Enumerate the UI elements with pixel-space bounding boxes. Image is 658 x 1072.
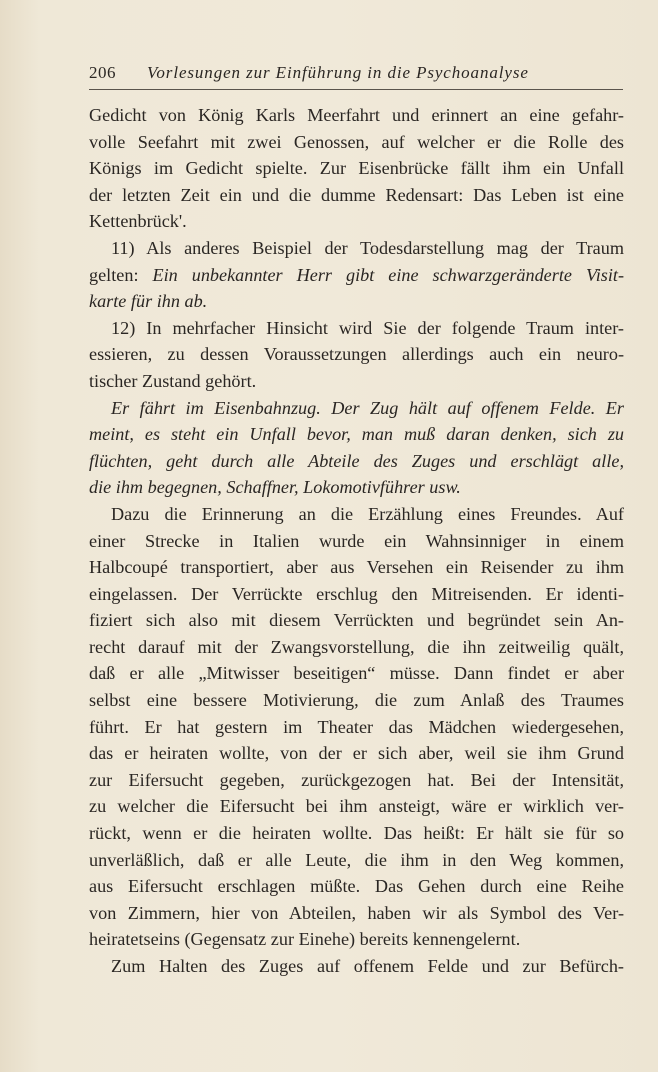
text-segment: recht darauf mit der Zwangsvorstellung, die ihn zeitweilig quält,	[89, 636, 624, 657]
text-line	[89, 528, 624, 555]
text-line	[89, 820, 624, 847]
text-segment: zur Eifersucht gegeben, zurückgezogen hat. Bei der Intensität,	[89, 769, 624, 790]
running-title: Vorlesungen zur Einführung in die Psychoanalyse	[147, 63, 529, 82]
italic-text: karte für ihn ab.	[89, 291, 208, 312]
text-segment: Königs im Gedicht spielte. Zur Eisenbrücke fällt ihm ein Unfall	[89, 158, 624, 179]
text-line	[89, 660, 624, 687]
text-line	[89, 155, 624, 182]
text-segment: rückt, wenn er die heiraten wollte. Das heißt: Er hält sie für so	[89, 823, 624, 844]
text-segment: volle Seefahrt mit zwei Genossen, auf welcher er die Rolle des	[89, 131, 624, 152]
text-segment: 12) In mehrfacher Hinsicht wird Sie der folgende Traum inter-	[111, 317, 624, 338]
text-line	[89, 474, 624, 501]
text-segment: Halbcoupé transportiert, aber aus Versehen ein Reisender zu ihm	[89, 557, 624, 578]
text-line	[89, 847, 624, 874]
text-line	[89, 341, 624, 368]
text-line	[89, 767, 624, 794]
text-segment: daß er alle „Mitwisser beseitigen“ müsse. Dann findet er aber	[89, 663, 624, 684]
text-line	[89, 873, 624, 900]
text-segment: zu welcher die Eifersucht bei ihm ansteigt, wäre er wirklich ver-	[89, 796, 624, 817]
text-line	[89, 634, 624, 661]
text-line	[89, 714, 624, 741]
text-segment: gelten:	[89, 264, 153, 285]
text-segment: Zum Halten des Zuges auf offenem Felde und zur Befürch-	[111, 956, 624, 976]
italic-text: Er fährt im Eisenbahnzug. Der Zug hält auf offenem Felde. Er	[111, 397, 624, 418]
body-text	[89, 102, 624, 980]
text-segment: Kettenbrück'.	[89, 211, 187, 232]
text-segment: Dazu die Erinnerung an die Erzählung eines Freundes. Auf	[111, 503, 624, 524]
text-line	[89, 607, 624, 634]
text-line	[89, 182, 624, 209]
italic-text: meint, es steht ein Unfall bevor, man muß daran denken, sich zu	[89, 424, 624, 445]
text-line	[89, 288, 624, 315]
text-segment: Gedicht von König Karls Meerfahrt und erinnert an eine gefahr-	[89, 105, 624, 125]
text-segment: aus Eifersucht erschlagen müßte. Das Gehen durch eine Reihe	[89, 876, 624, 897]
text-line	[89, 395, 624, 422]
running-head	[89, 62, 625, 84]
text-line	[89, 554, 624, 581]
text-line	[89, 262, 624, 289]
text-line	[89, 368, 624, 395]
text-segment: führt. Er hat gestern im Theater das Mädchen wiedergesehen,	[89, 716, 624, 737]
text-segment: von Zimmern, hier von Abteilen, haben wir als Symbol des Ver-	[89, 902, 624, 923]
text-line	[89, 687, 624, 714]
text-segment: der letzten Zeit ein und die dumme Redensart: Das Leben ist eine	[89, 184, 624, 205]
text-line	[89, 129, 624, 156]
text-segment: 11) Als anderes Beispiel der Todesdarstellung mag der Traum	[111, 237, 624, 258]
text-segment: heiratetseins (Gegensatz zur Einehe) bereits kennengelernt.	[89, 929, 521, 950]
text-segment: tischer Zustand gehört.	[89, 370, 257, 391]
text-line	[89, 926, 624, 953]
text-line	[89, 740, 624, 767]
text-segment: essieren, zu dessen Voraussetzungen allerdings auch ein neuro-	[89, 344, 624, 365]
text-line	[89, 793, 624, 820]
header-rule	[89, 89, 623, 90]
italic-text: flüchten, geht durch alle Abteile des Zuges und erschlägt alle,	[89, 450, 624, 471]
text-line	[89, 448, 624, 475]
page-number: 206	[89, 63, 116, 82]
text-line	[89, 208, 624, 235]
text-segment: selbst eine bessere Motivierung, die zum Anlaß des Traumes	[89, 690, 624, 711]
text-line	[89, 421, 624, 448]
text-line	[89, 581, 624, 608]
italic-text: Ein unbekannter Herr gibt eine schwarzgeränderte Visit-	[152, 264, 624, 285]
text-line	[89, 315, 624, 342]
text-line	[89, 953, 624, 980]
text-segment: unverläßlich, daß er alle Leute, die ihm in den Weg kommen,	[89, 849, 624, 870]
text-segment: eingelassen. Der Verrückte erschlug den Mitreisenden. Er identi-	[89, 583, 624, 604]
text-line	[89, 102, 624, 129]
text-line	[89, 900, 624, 927]
text-segment: das er heiraten wollte, von der er sich aber, weil sie ihm Grund	[89, 743, 624, 764]
text-line	[89, 235, 624, 262]
text-segment: fiziert sich also mit diesem Verrückten und begründet sein An-	[89, 610, 624, 631]
italic-text: die ihm begegnen, Schaffner, Lokomotivführer usw.	[89, 477, 461, 498]
text-segment: einer Strecke in Italien wurde ein Wahnsinniger in einem	[89, 530, 624, 551]
text-line	[89, 501, 624, 528]
